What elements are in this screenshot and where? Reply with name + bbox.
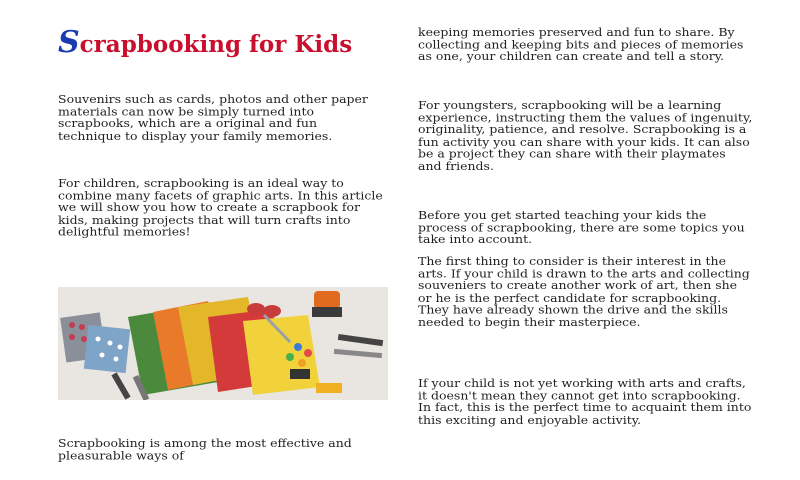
- left-paragraph-2: For children, scrapbooking is an ideal way to combine many facets of graphic arts. In this article we will show you how to create a scrapbook for kids, making projects that will turn crafts into delightful memories!: [58, 176, 383, 239]
- photo-illustration: [58, 287, 388, 400]
- scrapbooking-supplies-photo: [58, 287, 388, 400]
- right-paragraph-2: For youngsters, scrapbooking will be a learning experience, instructing them the values of ingenuity, originality, patience, and resolve. Scrapbooking is a fun activity you can share with your kids. It can also be a project they can share with their playmates and friends.: [418, 98, 753, 173]
- right-paragraph-4: The first thing to consider is their interest in the arts. If your child is drawn to the arts and collecting souveniers to create another work of art, then she or he is the perfect candidate for scrapbooking. They have already shown the drive and the skills needed to begin their masterpiece.: [418, 254, 750, 329]
- left-paragraph-3: Scrapbooking is among the most effective and pleasurable ways of: [58, 436, 352, 462]
- right-paragraph-5: If your child is not yet working with arts and crafts, it doesn't mean they cannot get into scrapbooking. In fact, this is the perfect time to acquaint them into this exciting and enjoyable activity.: [418, 376, 752, 427]
- right-paragraph-3: Before you get started teaching your kids the process of scrapbooking, there are some topics you take into account.: [418, 208, 745, 246]
- right-paragraph-1: keeping memories preserved and fun to share. By collecting and keeping bits and pieces of memories as one, your children can create and tell a story.: [418, 25, 744, 63]
- article-title: [58, 25, 378, 60]
- title-dropcap: S: [58, 25, 80, 60]
- title-rest: crapbooking for Kids: [79, 31, 353, 58]
- left-paragraph-1: Souvenirs such as cards, photos and other paper materials can now be simply turned into scrapbooks, which are a original and fun technique to display your family memories.: [58, 92, 368, 143]
